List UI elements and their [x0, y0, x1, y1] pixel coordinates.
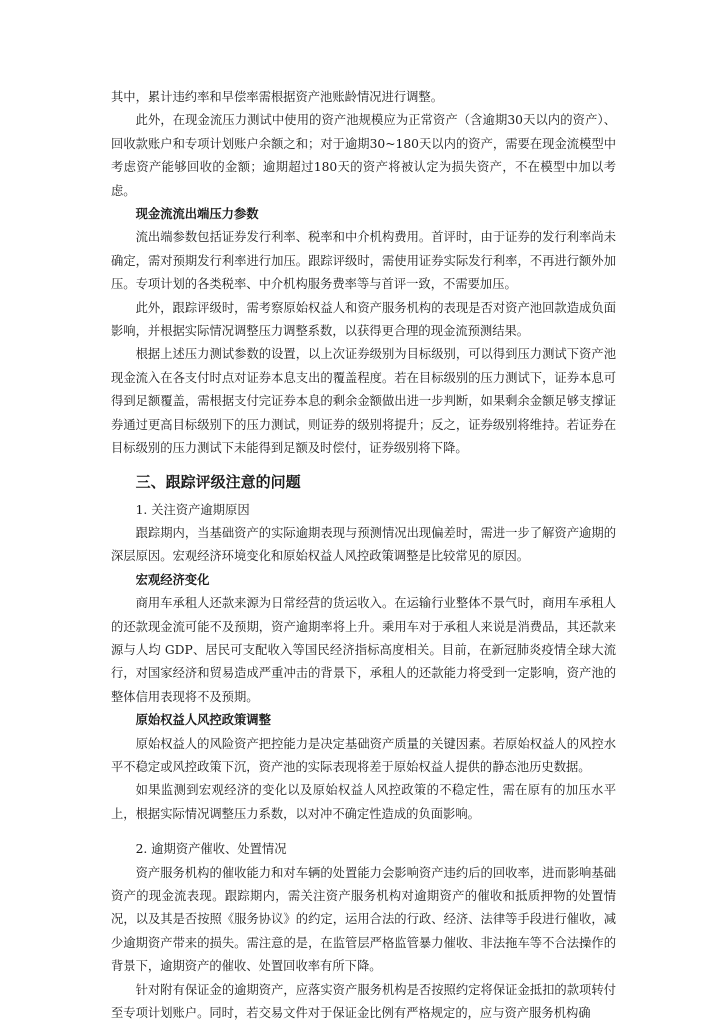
paragraph: 跟踪期内，当基础资产的实际逾期表现与预测情况出现偏差时，需进一步了解资产逾期的深层原因。宏观经济环境变化和原始权益人风控政策调整是比较常见的原因。: [111, 525, 616, 564]
paragraph: 原始权益人的风险资产把控能力是决定基础资产质量的关键因素。若原始权益人的风控水平不稳定或风控政策下沉，资产池的实际表现将差于原始权益人提供的静态池历史数据。: [111, 736, 616, 774]
list-item-heading: 2. 逾期资产催收、处置情况: [135, 842, 287, 857]
paragraph: 其中，累计违约率和早偿率需根据资产池账龄情况进行调整。: [111, 90, 444, 104]
paragraph: 如果监测到宏观经济的变化以及原始权益人风控政策的不稳定性，需在原有的加压水平上，根据实际情况调整压力系数，以对冲不确定性造成的负面影响。: [111, 783, 616, 821]
paragraph: 此外，跟踪评级时，需考察原始权益人和资产服务机构的表现是否对资产池回款造成负面影响，并根据实际情况调整压力调整系数，以获得更合理的现金流预测结果。: [111, 300, 616, 339]
spacer: [111, 826, 616, 838]
subheading-macro-economy: 宏观经济变化: [135, 572, 210, 587]
subheading-cash-outflow: 现金流流出端压力参数: [135, 207, 259, 222]
subheading-risk-policy: 原始权益人风控政策调整: [135, 713, 271, 728]
section-heading: 三、跟踪评级注意的问题: [135, 472, 301, 491]
list-item-heading: 1. 关注资产逾期原因: [135, 502, 250, 517]
document-page: [111, 86, 616, 1025]
paragraph: 针对附有保证金的逾期资产，应落实资产服务机构是否按照约定将保证金抵扣的款项转付至专项计划账户。同时，若交易文件对于保证金比例有严格规定的，应与资产服务机构确: [111, 982, 616, 1021]
paragraph: 此外，在现金流压力测试中使用的资产池规模应为正常资产（含逾期30天以内的资产）、回收款账户和专项计划账户余额之和；对于逾期30~180天以内的资产，需要在现金流模型中考虑资产能够回收的金额；逾期超过180天的资产将被认定为损失资产，不在模型中加以考虑。: [111, 113, 616, 198]
paragraph: 商用车承租人还款来源为日常经营的货运收入。在运输行业整体不景气时，商用车承租人的还款现金流可能不及预期，资产逾期率将上升。乘用车对于承租人来说是消费品，其还款来源与人均 GDP、居民可支配收入等国民经济指标高度相关。目前，在新冠肺炎疫情全球大流行，对国家经济和贸易造成严重冲击的背景下，承租人的还款能力将受到一定影响，资产池的整体信用表现将不及预期。: [111, 596, 616, 704]
paragraph: 根据上述压力测试参数的设置，以上次证券级别为目标级别，可以得到压力测试下资产池现金流入在各支付时点对证券本息支出的覆盖程度。若在目标级别的压力测试下，证券本息可得到足额覆盖，需根据支付完证券本息的剩余金额做出进一步判断，如果剩余金额足够支撑证券通过更高目标级别下的压力测试，则证券的级别将提升；反之，证券级别将维持。若证券在目标级别的压力测试下未能得到足额及时偿付，证券级别将下降。: [111, 347, 616, 456]
paragraph: 流出端参数包括证券发行利率、税率和中介机构费用。首评时，由于证券的发行利率尚未确定，需对预期发行利率进行加压。跟踪评级时，需使用证券实际发行利率，不再进行额外加压。专项计划的各类税率、中介机构服务费率等与首评一致，不需要加压。: [111, 230, 616, 292]
paragraph: 资产服务机构的催收能力和对车辆的处置能力会影响资产违约后的回收率，进而影响基础资产的现金流表现。跟踪期内，需关注资产服务机构对逾期资产的催收和抵质押物的处置情况，以及其是否按照《服务协议》的约定，运用合法的行政、经济、法律等手段进行催收，减少逾期资产带来的损失。需注意的是，在监管层严格监管暴力催收、非法拖车等不合法操作的背景下，逾期资产的催收、处置回收率有所下降。: [111, 865, 616, 974]
